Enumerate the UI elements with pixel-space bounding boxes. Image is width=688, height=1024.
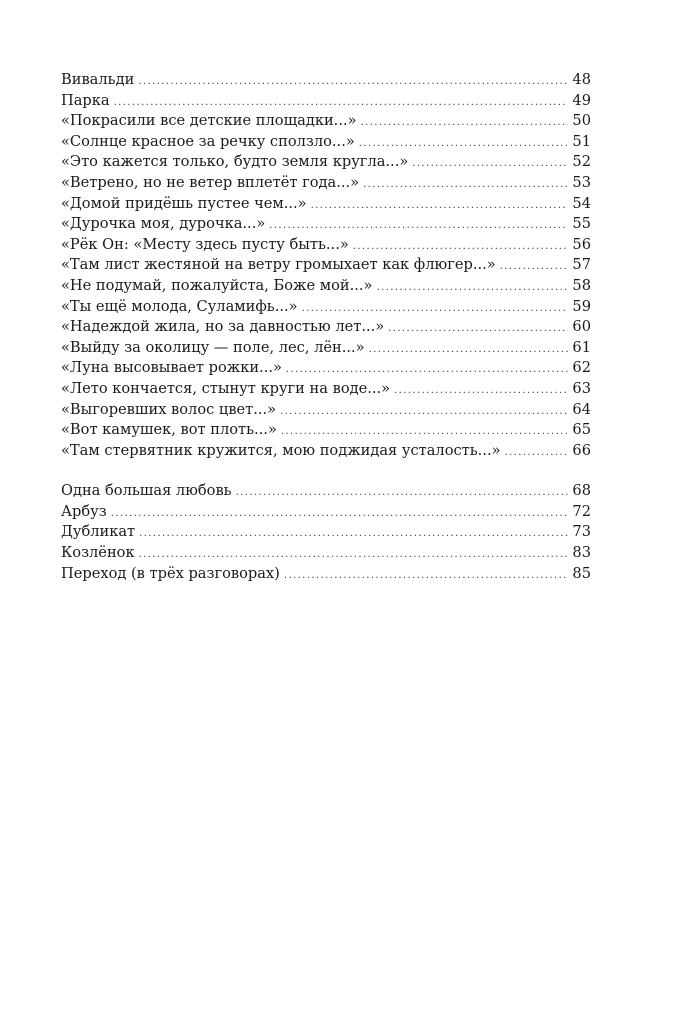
- toc-entry-title: «Рёк Он: «Месту здесь пусту быть...»: [61, 235, 349, 253]
- toc-entry-title: «Там лист жестяной на ветру громыхает как флюгер...»: [61, 256, 496, 274]
- toc-entry-title: Вивальди: [61, 71, 135, 88]
- toc-entry[interactable]: [61, 441, 591, 462]
- dot-leader: [139, 545, 569, 566]
- toc-entry-page-number: 62: [572, 359, 591, 377]
- dot-leader: [286, 360, 569, 381]
- toc-entry-page-number: 65: [572, 421, 591, 439]
- toc-entry-page-number: 64: [572, 400, 591, 418]
- dot-leader: [281, 422, 569, 443]
- toc-entry[interactable]: [61, 564, 591, 585]
- toc-section: [61, 481, 591, 584]
- toc-entry-title: «Луна высовывает рожки...»: [61, 359, 282, 377]
- toc-entry-title: «Это кажется только, будто земля кругла...»: [61, 153, 409, 171]
- toc-entry-title: Одна большая любовь: [61, 482, 232, 500]
- toc-entry-page-number: 72: [572, 502, 591, 520]
- toc-entry[interactable]: [61, 255, 591, 276]
- dot-leader: [284, 566, 569, 587]
- dot-leader: [363, 175, 568, 196]
- toc-entry-page-number: 83: [572, 544, 591, 562]
- toc-entry-page-number: 57: [572, 256, 591, 274]
- toc-entry-title: Парка: [61, 91, 110, 109]
- dot-leader: [353, 237, 569, 258]
- dot-leader: [236, 483, 569, 504]
- toc-entry[interactable]: [61, 152, 591, 173]
- toc-entry-title: «Ты ещё молода, Суламифь...»: [61, 297, 298, 315]
- toc-entry[interactable]: [61, 502, 591, 523]
- toc-entry[interactable]: [61, 214, 591, 235]
- toc-entry[interactable]: [61, 235, 591, 256]
- toc-entry-page-number: 63: [572, 379, 591, 397]
- toc-entry-page-number: 49: [572, 91, 591, 109]
- toc-entry[interactable]: [61, 379, 591, 400]
- toc-entry-title: «Дурочка моя, дурочка...»: [61, 215, 266, 233]
- toc-entry[interactable]: [61, 173, 591, 194]
- dot-leader: [111, 504, 569, 525]
- dot-leader: [311, 196, 569, 217]
- toc-entry[interactable]: [61, 400, 591, 421]
- toc-entry[interactable]: [61, 522, 591, 543]
- toc-entry-page-number: 51: [572, 132, 591, 150]
- toc-entry-page-number: 61: [572, 338, 591, 356]
- dot-leader: [369, 340, 569, 361]
- toc-entry-title: «Лето кончается, стынут круги на воде...»: [61, 379, 391, 397]
- toc-entry-page-number: 59: [572, 297, 591, 315]
- toc-entry[interactable]: [61, 194, 591, 215]
- dot-leader: [394, 381, 568, 402]
- toc-entry[interactable]: [61, 338, 591, 359]
- toc-entry-title: «Домой придёшь пустее чем...»: [61, 194, 307, 212]
- toc-entry[interactable]: [61, 111, 591, 132]
- toc-entry[interactable]: [61, 317, 591, 338]
- toc-entry-page-number: 55: [572, 215, 591, 233]
- toc-entry[interactable]: [61, 543, 591, 564]
- toc-entry[interactable]: [61, 358, 591, 379]
- toc-entry-title: «Надеждой жила, но за давностью лет...»: [61, 318, 385, 336]
- toc-entry-title: «Выйду за околицу — поле, лес, лён...»: [61, 338, 365, 356]
- toc-entry-page-number: 73: [572, 523, 591, 541]
- toc-entry-title: «Солнце красное за речку сползло...»: [61, 132, 355, 150]
- toc-entry-title: Переход (в трёх разговорах): [61, 564, 280, 582]
- toc-entry-page-number: 54: [572, 194, 591, 212]
- dot-leader: [359, 134, 569, 155]
- toc-entry-title: «Ветрено, но не ветер вплетёт года...»: [61, 173, 360, 191]
- dot-leader: [302, 299, 569, 320]
- toc-entry-title: «Вот камушек, вот плоть...»: [61, 421, 277, 439]
- table-of-contents: [61, 70, 591, 584]
- toc-entry-page-number: 48: [572, 71, 591, 88]
- toc-entry[interactable]: [61, 132, 591, 153]
- dot-leader: [500, 257, 569, 278]
- dot-leader: [280, 402, 568, 423]
- toc-entry[interactable]: [61, 297, 591, 318]
- toc-section: [61, 70, 591, 461]
- toc-entry-title: Дубликат: [61, 523, 136, 541]
- toc-entry-page-number: 53: [572, 173, 591, 191]
- toc-entry[interactable]: [61, 276, 591, 297]
- toc-entry-title: «Не подумай, пожалуйста, Боже мой...»: [61, 276, 373, 294]
- dot-leader: [269, 216, 568, 237]
- dot-leader: [412, 154, 568, 175]
- dot-leader: [114, 93, 569, 114]
- toc-entry-title: Козлёнок: [61, 544, 135, 562]
- toc-entry[interactable]: [61, 420, 591, 441]
- toc-entry-title: «Выгоревших волос цвет...»: [61, 400, 277, 418]
- toc-entry-page-number: 52: [572, 153, 591, 171]
- toc-entry-page-number: 66: [572, 441, 591, 459]
- toc-entry[interactable]: [61, 481, 591, 502]
- toc-entry-title: «Там стервятник кружится, мою поджидая усталость...»: [61, 441, 501, 459]
- dot-leader: [139, 524, 568, 545]
- dot-leader: [376, 278, 568, 299]
- toc-entry-page-number: 68: [572, 482, 591, 500]
- toc-entry-page-number: 56: [572, 235, 591, 253]
- toc-entry-title: Арбуз: [61, 502, 107, 520]
- toc-entry-page-number: 58: [572, 276, 591, 294]
- toc-entry[interactable]: [61, 91, 591, 112]
- toc-entry-title: «Покрасили все детские площадки...»: [61, 112, 357, 130]
- dot-leader: [505, 443, 569, 464]
- dot-leader: [388, 319, 568, 340]
- toc-entry-page-number: 50: [572, 112, 591, 130]
- dot-leader: [138, 72, 568, 93]
- dot-leader: [361, 113, 569, 134]
- toc-entry-page-number: 85: [572, 564, 591, 582]
- toc-entry[interactable]: [61, 70, 591, 91]
- toc-entry-page-number: 60: [572, 318, 591, 336]
